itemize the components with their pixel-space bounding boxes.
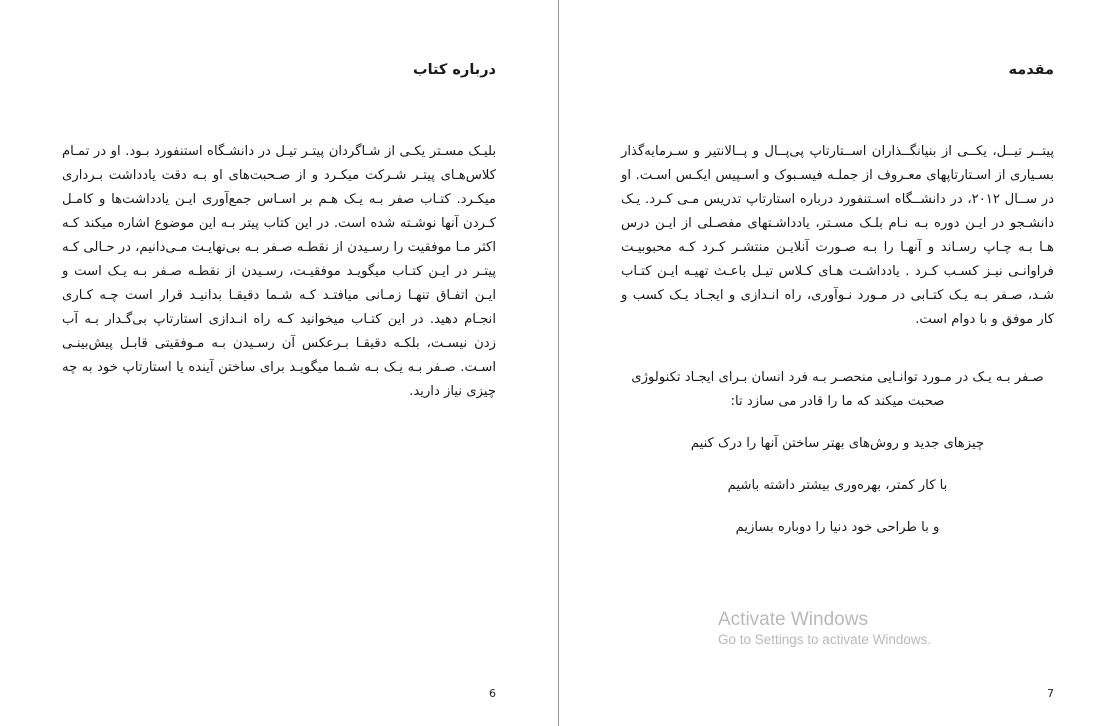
page-6-heading: درباره کتاب: [413, 62, 496, 78]
paragraph: بلیـک مسـتر یکـی از شـاگردان پیتـر تیـل در دانشـگاه استنفورد بـود. او در تمـام کلاس‌هـای پیتـر شـرکت میکـرد و از صـحبت‌های او بـه دقت یادداشت بـرداری میکـرد. کتـاب صفر بـه یـک هـم بر اسـاس جمع‌آوری ایـن یادداشت‌ها و کامـل کـردن آنها نوشـته شده است. در این کتاب پیتر بـه این موضوع اشاره میکند کـه اکثر مـا موفقیت را رسـیدن از نقطـه صـفر بـه بی‌نهایـت مـی‌دانیم، در حـالی کـه پیتـر در ایـن کتـاب میگویـد موفقیـت، رسـیدن از نقطـه صـفر بـه یـک است و ایـن اتفـاق تنهـا زمـانی میافتـد کـه شـما دقیقـا بدانیـد قرار است چـه کـاری انجـام دهید. در این کتـاب میخوانید کـه راه انـدازی استارتاپ بی‌گـدار بـه آب زدن نیسـت، بلکـه دقیقـا بـر‌عکس آن رسـیدن بـه مـوفقیتی قابـل پیش‌بینـی اسـت. صـفر بـه یـک بـه شـما میگویـد برای ساختن آینده یا استارتاپ خود به چه چیزی نیاز دارید.: [62, 144, 496, 400]
page-number: 6: [489, 687, 496, 700]
page-7-content: [559, 0, 1116, 726]
watermark-subtitle: Go to Settings to activate Windows.: [718, 631, 932, 647]
page-7-body: [621, 140, 1054, 540]
page-6-body: [62, 140, 496, 404]
page-number: 7: [1047, 687, 1054, 700]
page-7-heading: مقدمه: [1008, 62, 1054, 78]
centered-line: با کار کمتر، بهره‌وری بیشتر داشته باشیم: [727, 478, 948, 494]
paragraph: پیتــر تیــل، یکــی از بنیانگــذاران اســتارتاپ پی‌پــال و پــالانتیر و سـرمایه‌گذار بسـیاری از اسـتارتاپهای معـروف از جملـه فیسـبوک و اسـپیس ایکـس اسـت. او در ســال ۲۰۱۲، در دانشــگاه اسـتنفورد درباره استارتاپ تدریس مـی کـرد. یـک دانشـجو در ایـن دوره بـه نـام بلـک مسـتر، یادداشـتهای مفصـلی از ایـن درس هـا بـه چـاپ رسـاند و آنهـا را بـه صـورت آنلایـن منتشـر کـرد کـه محبوبیـت فراوانـی نیـز کسـب کـرد . یادداشـت هـای کـلاس تیـل باعـث تهیـه ایـن کتـاب شـد، صـفر بـه یـک کتـابی در مـورد نـوآوری، راه انـدازی و ایجـاد یـک کسب و کار موفق و با دوام است.: [621, 144, 1054, 328]
page-7: [558, 0, 1116, 726]
page-7-centered-block: [621, 366, 1054, 540]
centered-line: و با طراحی خود دنیا را دوباره بسازیم: [735, 519, 940, 535]
centered-line: صـفر بـه یـک در مـورد توانـایی منحصـر بـه فرد انسان بـرای ایجـاد تکنولوژی صحبت میکند که ما را قادر می سازد تا:: [631, 370, 1044, 410]
centered-line: چیز‌های جدید و روش‌های بهتر ساختن آنها را درک کنیم: [690, 436, 985, 452]
watermark-title: Activate Windows: [718, 609, 868, 630]
